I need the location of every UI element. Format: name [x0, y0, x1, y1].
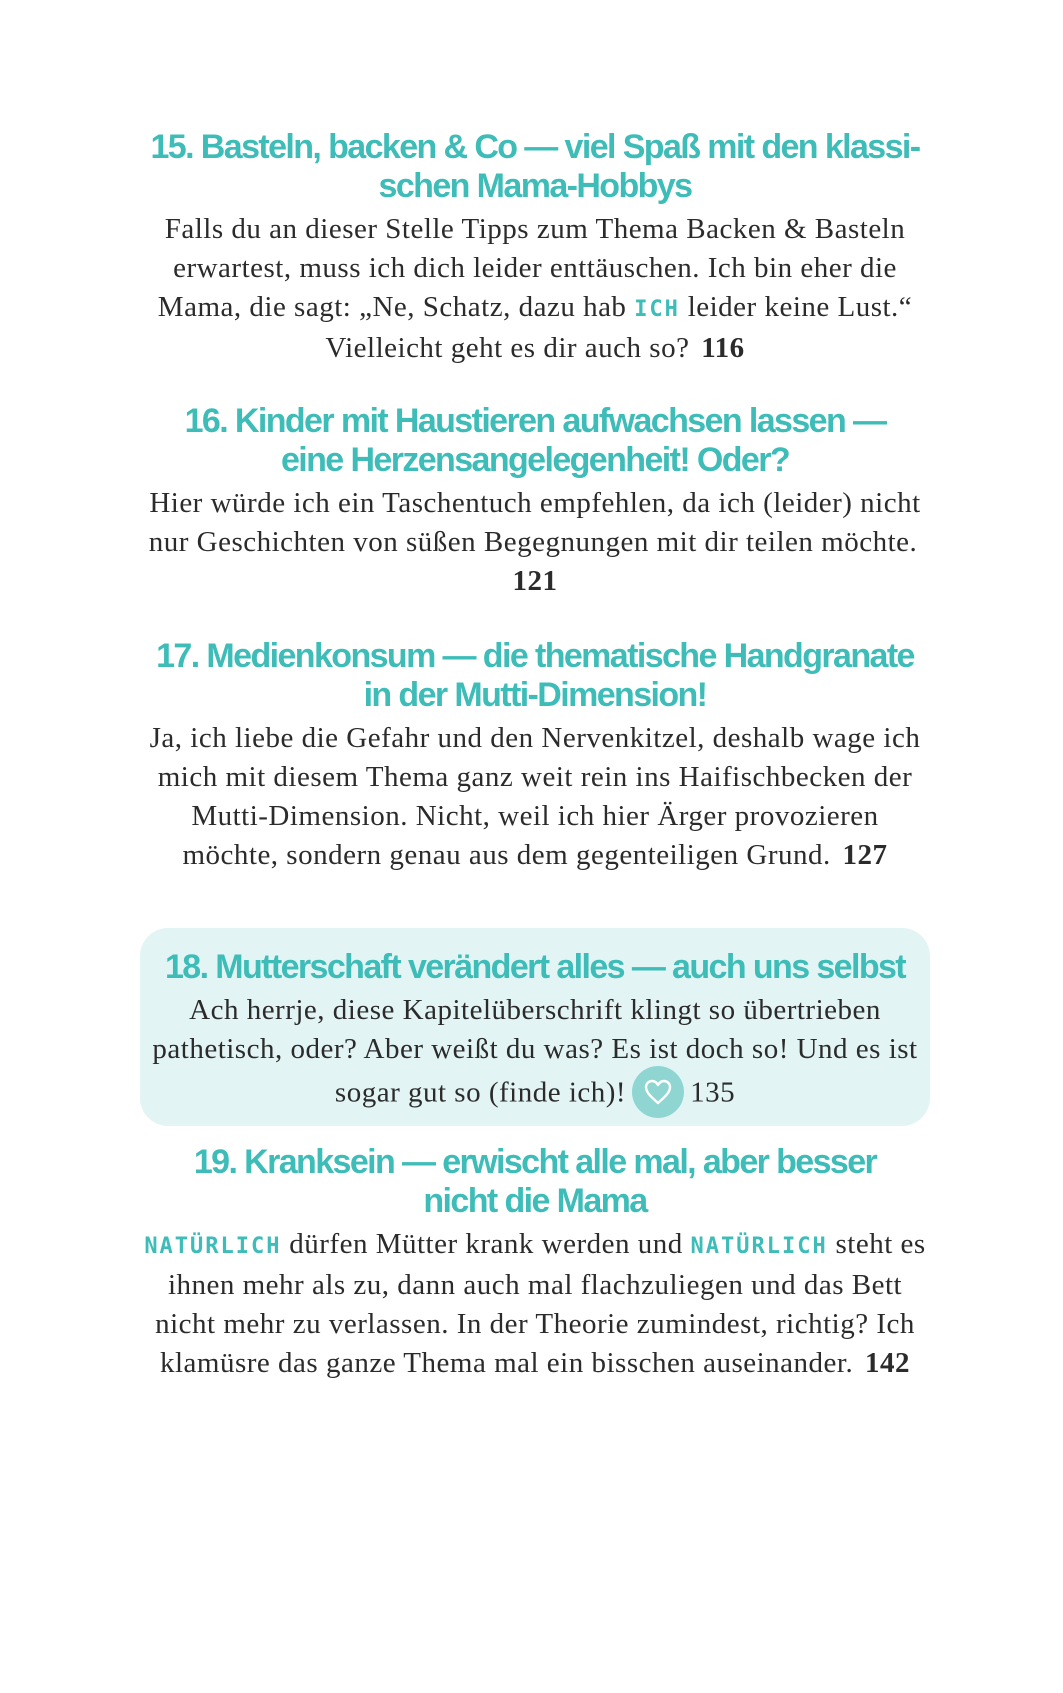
page-number: 116: [693, 332, 745, 364]
chapter-summary: Ach herrje, diese Kapitelüberschrift klingt so übertrieben pathetisch, oder? Aber weißt du was? Es ist doch so! Und es ist sogar gut so (finde ich)! 135: [140, 991, 930, 1121]
chapter-summary: Hier würde ich ein Taschentuch empfehlen, da ich (leider) nicht nur Geschichten von süßen Begegnungen mit dir teilen möchte. 121: [148, 487, 921, 597]
toc-entry-19[interactable]: [140, 1143, 930, 1383]
chapter-title: 18. Mutterschaft verändert alles — auch uns selbst: [164, 948, 906, 986]
page-number: 127: [834, 839, 888, 871]
chapter-title: 16. Kinder mit Haustieren aufwachsen lassen — eine Herzensangelegenheit! Oder?: [184, 402, 886, 479]
chapter-summary: Falls du an dieser Stelle Tipps zum Thema Backen & Basteln erwartest, muss ich dich leider enttäuschen. Ich bin eher die Mama, die sagt: „Ne, Schatz, dazu hab ICH leider keine Lust.“ Vielleicht geht es dir auch so? 116: [157, 213, 913, 364]
accent-word: NATÜRLICH: [690, 1234, 828, 1259]
accent-word: ICH: [634, 297, 680, 322]
toc-entry-16[interactable]: [140, 402, 930, 601]
accent-word: NATÜRLICH: [144, 1234, 282, 1259]
toc-entry-17[interactable]: [140, 637, 930, 875]
page-number: 121: [512, 565, 558, 597]
chapter-summary: NATÜRLICH dürfen Mütter krank werden und NATÜRLICH steht es ihnen mehr als zu, dann auch mal flachzuliegen und das Bett nicht mehr zu verlassen. In der Theorie zumindest, richtig? Ich klamüsre das ganze Thema mal ein bisschen auseinander. 142: [144, 1228, 926, 1379]
chapter-title: 15. Basteln, backen & Co — viel Spaß mit den klassi- schen Mama-Hobbys: [150, 128, 920, 205]
toc-entry-18[interactable]: [140, 948, 930, 1121]
heart-icon: [632, 1066, 684, 1118]
chapter-summary: Ja, ich liebe die Gefahr und den Nervenkitzel, deshalb wage ich mich mit diesem Thema ganz weit rein ins Haifischbecken der Mutti-Dimension. Nicht, weil ich hier Ärger provozieren möchte, sondern genau aus dem gegenteiligen Grund. 127: [149, 722, 921, 871]
toc-entry-15[interactable]: [140, 128, 930, 368]
chapter-title: 17. Medienkonsum — die thematische Handgranate in der Mutti-Dimension!: [156, 637, 914, 714]
page-number: 142: [857, 1347, 910, 1379]
page-number: 135: [690, 1076, 736, 1109]
chapter-title: 19. Kranksein — erwischt alle mal, aber besser nicht die Mama: [193, 1143, 877, 1220]
